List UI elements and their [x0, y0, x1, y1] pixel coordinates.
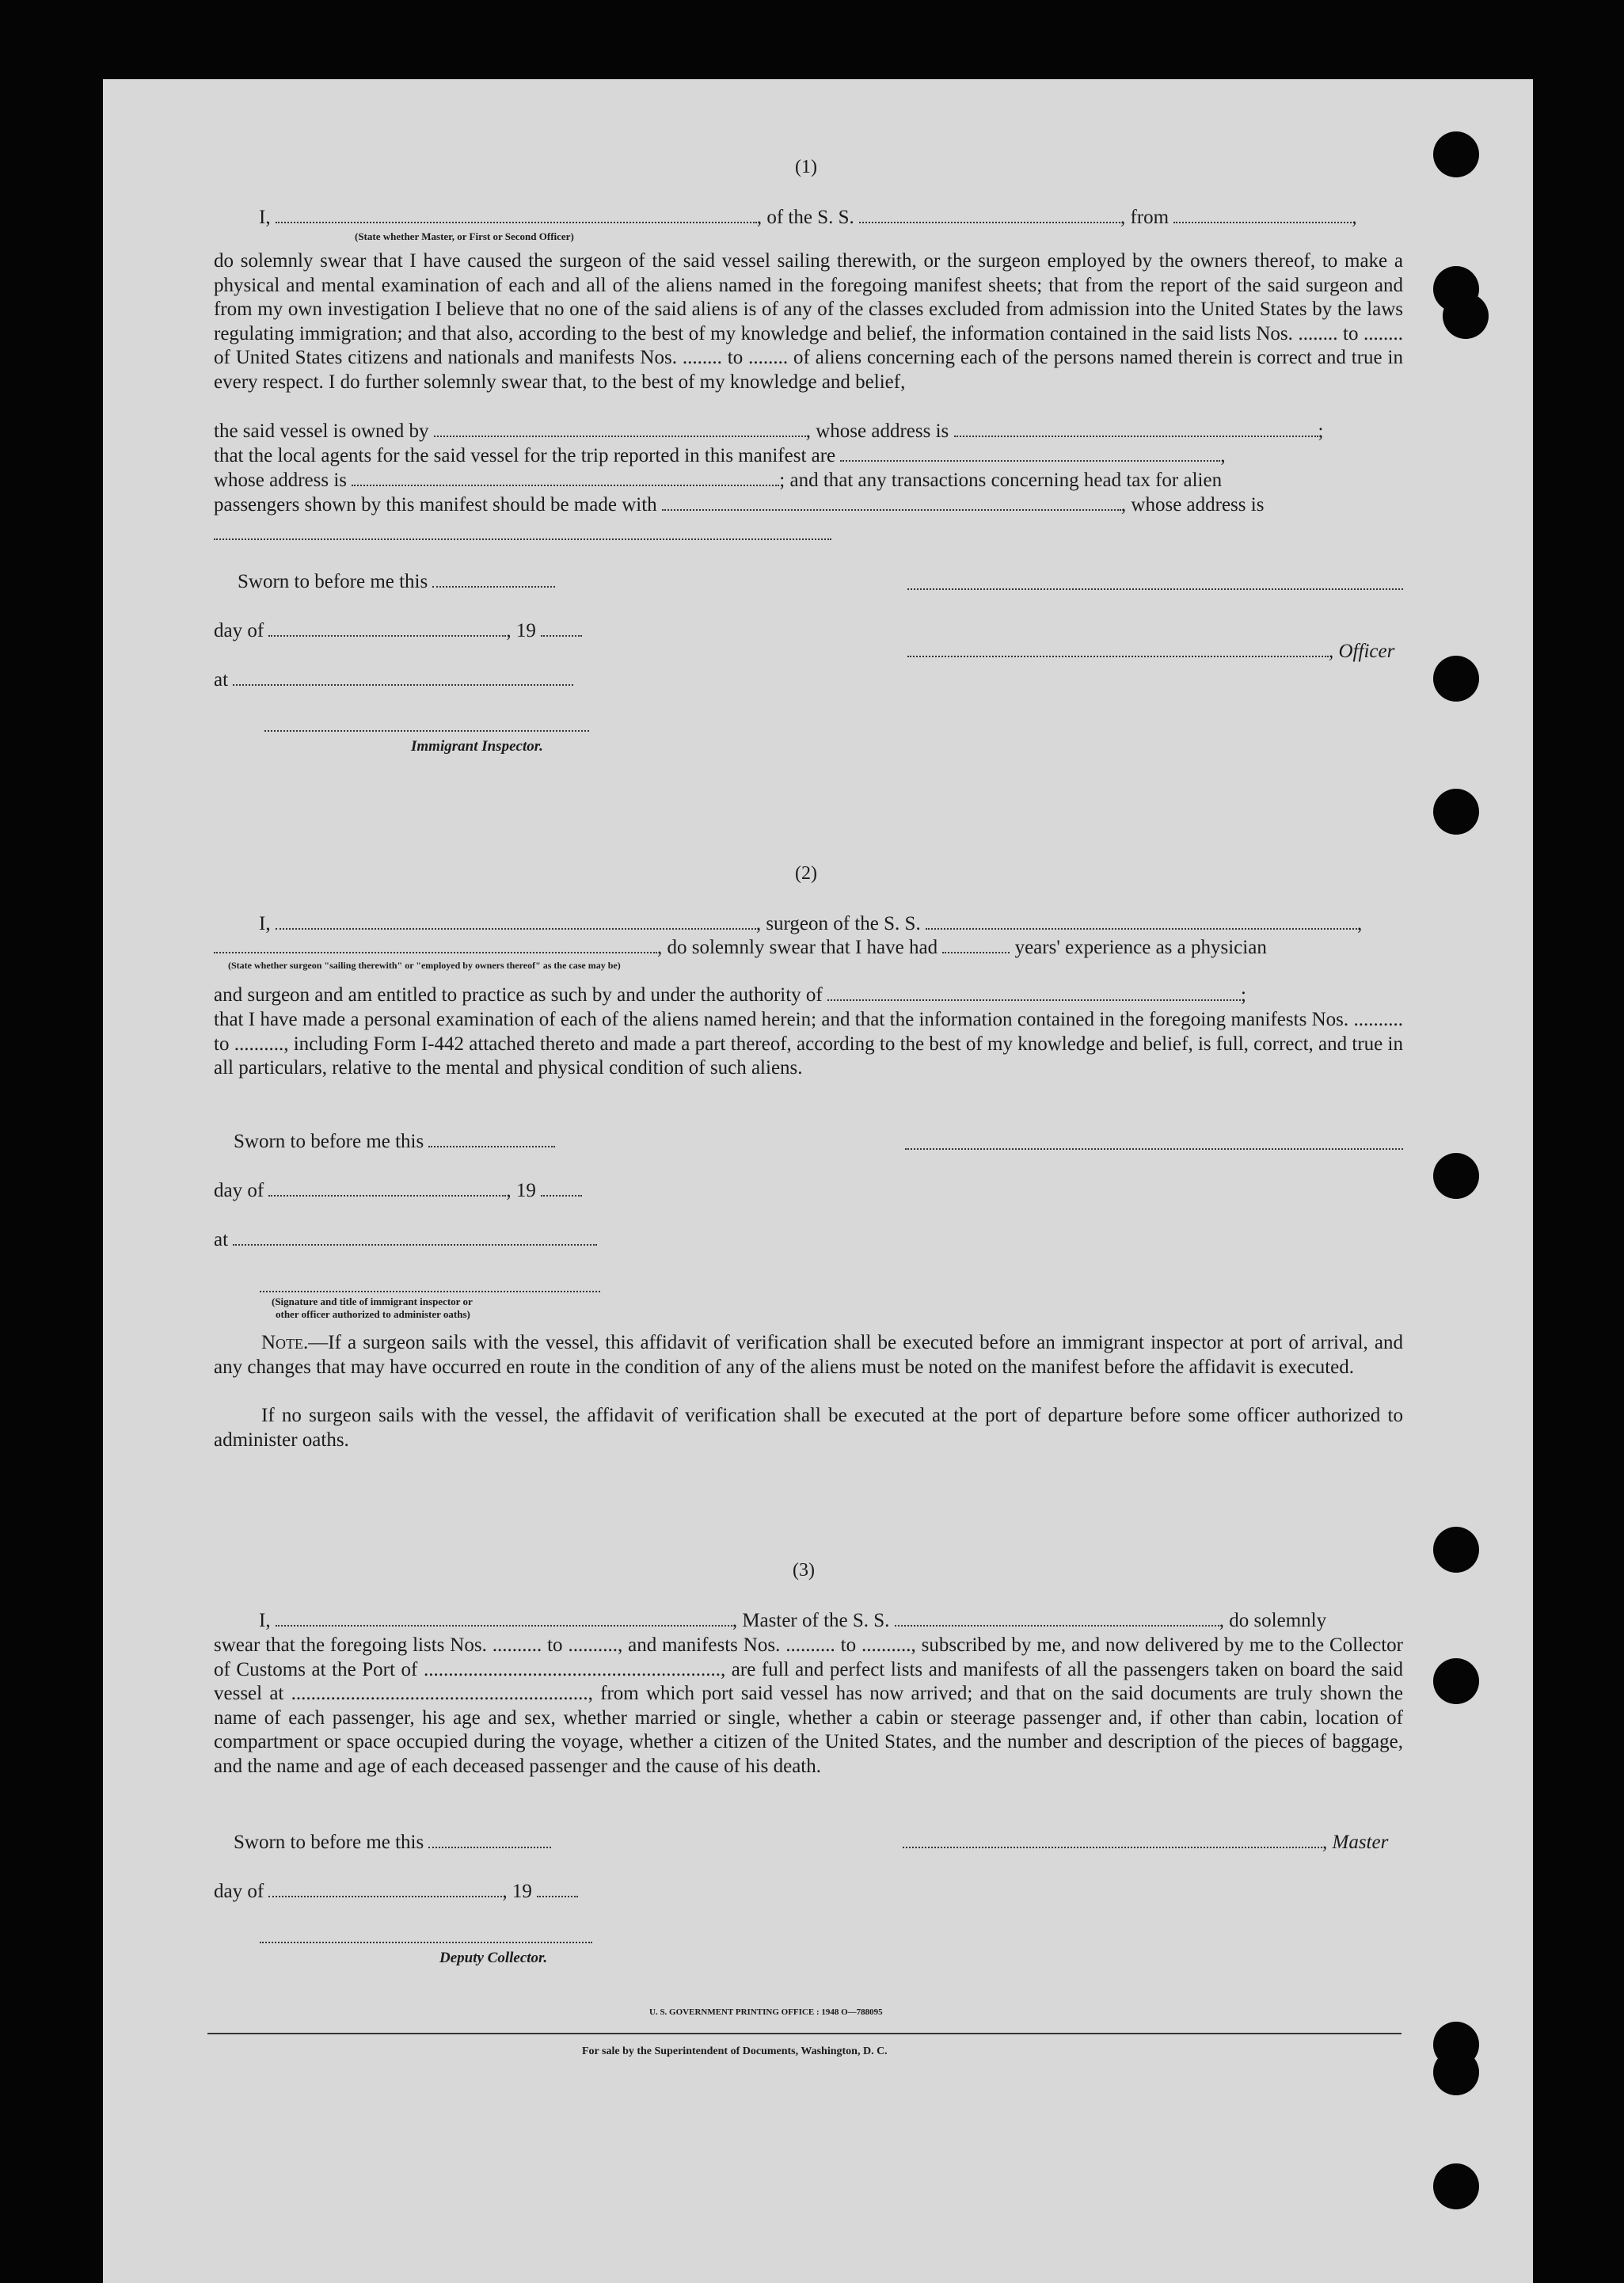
- s1-officer-title-field[interactable]: [907, 640, 1329, 657]
- s2-line2: , do solemnly swear that I have had years' experience as a physician: [214, 936, 1267, 960]
- s2-body: that I have made a personal examination of each of the aliens named herein; and that the information contained in the foregoing manifests Nos. .......... to .........., including Form I-442 attached thereto and made a part thereof, according to the best of my knowledge and belief, is full, correct, and true in all particulars, relative to the mental and physical condition of such aliens.: [214, 1009, 1403, 1079]
- binder-hole: [1433, 2049, 1479, 2095]
- head-tax-address-field[interactable]: [214, 538, 831, 540]
- manifest-back-page: [103, 79, 1533, 2283]
- s3-year-field[interactable]: [537, 1880, 578, 1897]
- binder-hole: [1433, 131, 1479, 177]
- footer-rule: [207, 2033, 1402, 2034]
- section-2-number: (2): [795, 863, 817, 884]
- s2-surgeon-signature-line[interactable]: [905, 1148, 1403, 1150]
- s3-sworn-day-field[interactable]: [428, 1831, 551, 1848]
- s3-master-signature-field[interactable]: [903, 1831, 1322, 1848]
- s1-year-field[interactable]: [541, 619, 582, 637]
- s3-master-line: , Master: [903, 1831, 1388, 1855]
- binder-hole: [1433, 1153, 1479, 1199]
- s3-sworn: Sworn to before me this: [234, 1831, 551, 1855]
- s3-collector-label: Deputy Collector.: [439, 1950, 548, 1966]
- s1-inspector-signature-line[interactable]: [264, 730, 589, 732]
- s1-passengers-line: passengers shown by this manifest should be made with , whose address is: [214, 494, 1265, 516]
- s1-officer-signature-line[interactable]: [907, 588, 1403, 590]
- binder-hole: [1433, 1658, 1479, 1704]
- agents-address-field[interactable]: [352, 469, 779, 486]
- s2-at: at: [214, 1228, 597, 1252]
- binder-hole: [1443, 293, 1489, 339]
- vessel-name-field[interactable]: [859, 206, 1120, 223]
- authority-field[interactable]: [827, 984, 1241, 1001]
- s1-sworn: Sworn to before me this: [238, 570, 555, 594]
- s2-line1: I, , surgeon of the S. S. ,: [259, 913, 1363, 934]
- section-1-number: (1): [795, 157, 817, 177]
- s2-authority: and surgeon and am entitled to practice as such by and under the authority of ;: [214, 984, 1246, 1006]
- master-name-field[interactable]: [276, 1609, 732, 1627]
- s1-line1: I, , of the S. S. , from ,: [259, 207, 1357, 228]
- s2-sworn: Sworn to before me this: [234, 1130, 555, 1154]
- s1-inspector-label: Immigrant Inspector.: [411, 738, 543, 755]
- surgeon-status-field[interactable]: [214, 936, 657, 953]
- s3-body: swear that the foregoing lists Nos. .......... to .........., and manifests Nos. .......... to .........., subscribed by me, and now delivered by me to the Collector of Customs at the Port of ............................................................, are full and perfect lists and manifests of all the passengers taken on board the said vessel at ............................................................, from which port said vessel has now arrived; and that on the said documents are truly shown the name of each passenger, his age and sex, whether married or single, whether a cabin or steerage passenger and, if other than cabin, location of compartment or space occupied during the voyage, whether a citizen of the United States, and the number and description of the pieces of baggage, and the name and age of each deceased passenger and the cause of his death.: [214, 1634, 1403, 1777]
- s2-note-2: If no surgeon sails with the vessel, the affidavit of verification shall be executed at the port of departure before some officer authorized to administer oaths.: [214, 1405, 1403, 1451]
- binder-hole: [1433, 656, 1479, 702]
- s2-sig-caption-2: other officer authorized to administer oaths): [276, 1308, 470, 1320]
- binder-hole: [1433, 2163, 1479, 2209]
- local-agents-field[interactable]: [840, 444, 1220, 462]
- s1-day-of: day of , 19: [214, 619, 582, 643]
- s2-caption: (State whether surgeon "sailing therewith" or "employed by owners thereof" as the case may be): [228, 960, 621, 971]
- s2-month-field[interactable]: [268, 1179, 506, 1197]
- sale-notice: For sale by the Superintendent of Documents, Washington, D. C.: [582, 2045, 888, 2057]
- s2-sworn-day-field[interactable]: [428, 1130, 555, 1147]
- s2-inspector-signature-line[interactable]: [260, 1291, 600, 1292]
- s2-day-of: day of , 19: [214, 1179, 582, 1203]
- s1-month-field[interactable]: [268, 619, 506, 637]
- s2-sig-caption-1: (Signature and title of immigrant inspector or: [272, 1296, 473, 1307]
- years-experience-field[interactable]: [942, 936, 1010, 953]
- s2-vessel-field[interactable]: [926, 912, 1357, 930]
- s3-line1: I, , Master of the S. S. , do solemnly: [259, 1610, 1327, 1631]
- section-3-number: (3): [793, 1560, 815, 1581]
- owner-address-field[interactable]: [954, 420, 1318, 437]
- s1-officer-line: , Officer: [907, 640, 1394, 664]
- s3-collector-signature-line[interactable]: [260, 1942, 592, 1943]
- from-port-field[interactable]: [1173, 206, 1352, 223]
- s1-sworn-day-field[interactable]: [432, 570, 555, 588]
- binder-hole: [1433, 1527, 1479, 1573]
- s1-at: at: [214, 668, 573, 692]
- s2-note-1: Note.—If a surgeon sails with the vessel, this affidavit of verification shall be executed before an immigrant inspector at port of arrival, and any changes that may have occurred en route in the condition of any of the aliens must be noted on the manifest before the affidavit is executed.: [214, 1332, 1403, 1378]
- s3-month-field[interactable]: [268, 1880, 502, 1897]
- officer-name-field[interactable]: [276, 206, 757, 223]
- s1-address-line: whose address is ; and that any transactions concerning head tax for alien: [214, 470, 1223, 491]
- s1-at-field[interactable]: [233, 668, 573, 686]
- s1-owned-line: the said vessel is owned by , whose address is ;: [214, 420, 1324, 442]
- s3-vessel-field[interactable]: [895, 1609, 1219, 1627]
- officer-caption: (State whether Master, or First or Second Officer): [355, 230, 574, 242]
- surgeon-name-field[interactable]: [276, 912, 756, 930]
- s2-at-field[interactable]: [233, 1228, 597, 1246]
- s2-year-field[interactable]: [541, 1179, 582, 1197]
- head-tax-agent-field[interactable]: [662, 493, 1121, 511]
- printing-office-line: U. S. GOVERNMENT PRINTING OFFICE : 1948 O—788095: [649, 2007, 883, 2017]
- s1-body: do solemnly swear that I have caused the surgeon of the said vessel sailing therewith, or the surgeon employed by the owners thereof, to make a physical and mental examination of each and all of the aliens named in the foregoing manifest sheets; that from the report of the said surgeon and from my own investigation I believe that no one of the said aliens is of any of the classes excluded from admission into the United States by the laws regulating immigration; and that also, according to the best of my knowledge and belief, the information contained in the said lists Nos. ........ to ........ of United States citizens and nationals and manifests Nos. ........ to ........ of aliens concerning each of the persons named therein is correct and true in every respect. I do further solemnly swear that, to the best of my knowledge and belief,: [214, 250, 1403, 393]
- s1-agents-line: that the local agents for the said vessel for the trip reported in this manifest are ,: [214, 445, 1226, 466]
- s3-day-of: day of , 19: [214, 1880, 578, 1904]
- binder-hole: [1433, 789, 1479, 835]
- owner-field[interactable]: [434, 420, 806, 437]
